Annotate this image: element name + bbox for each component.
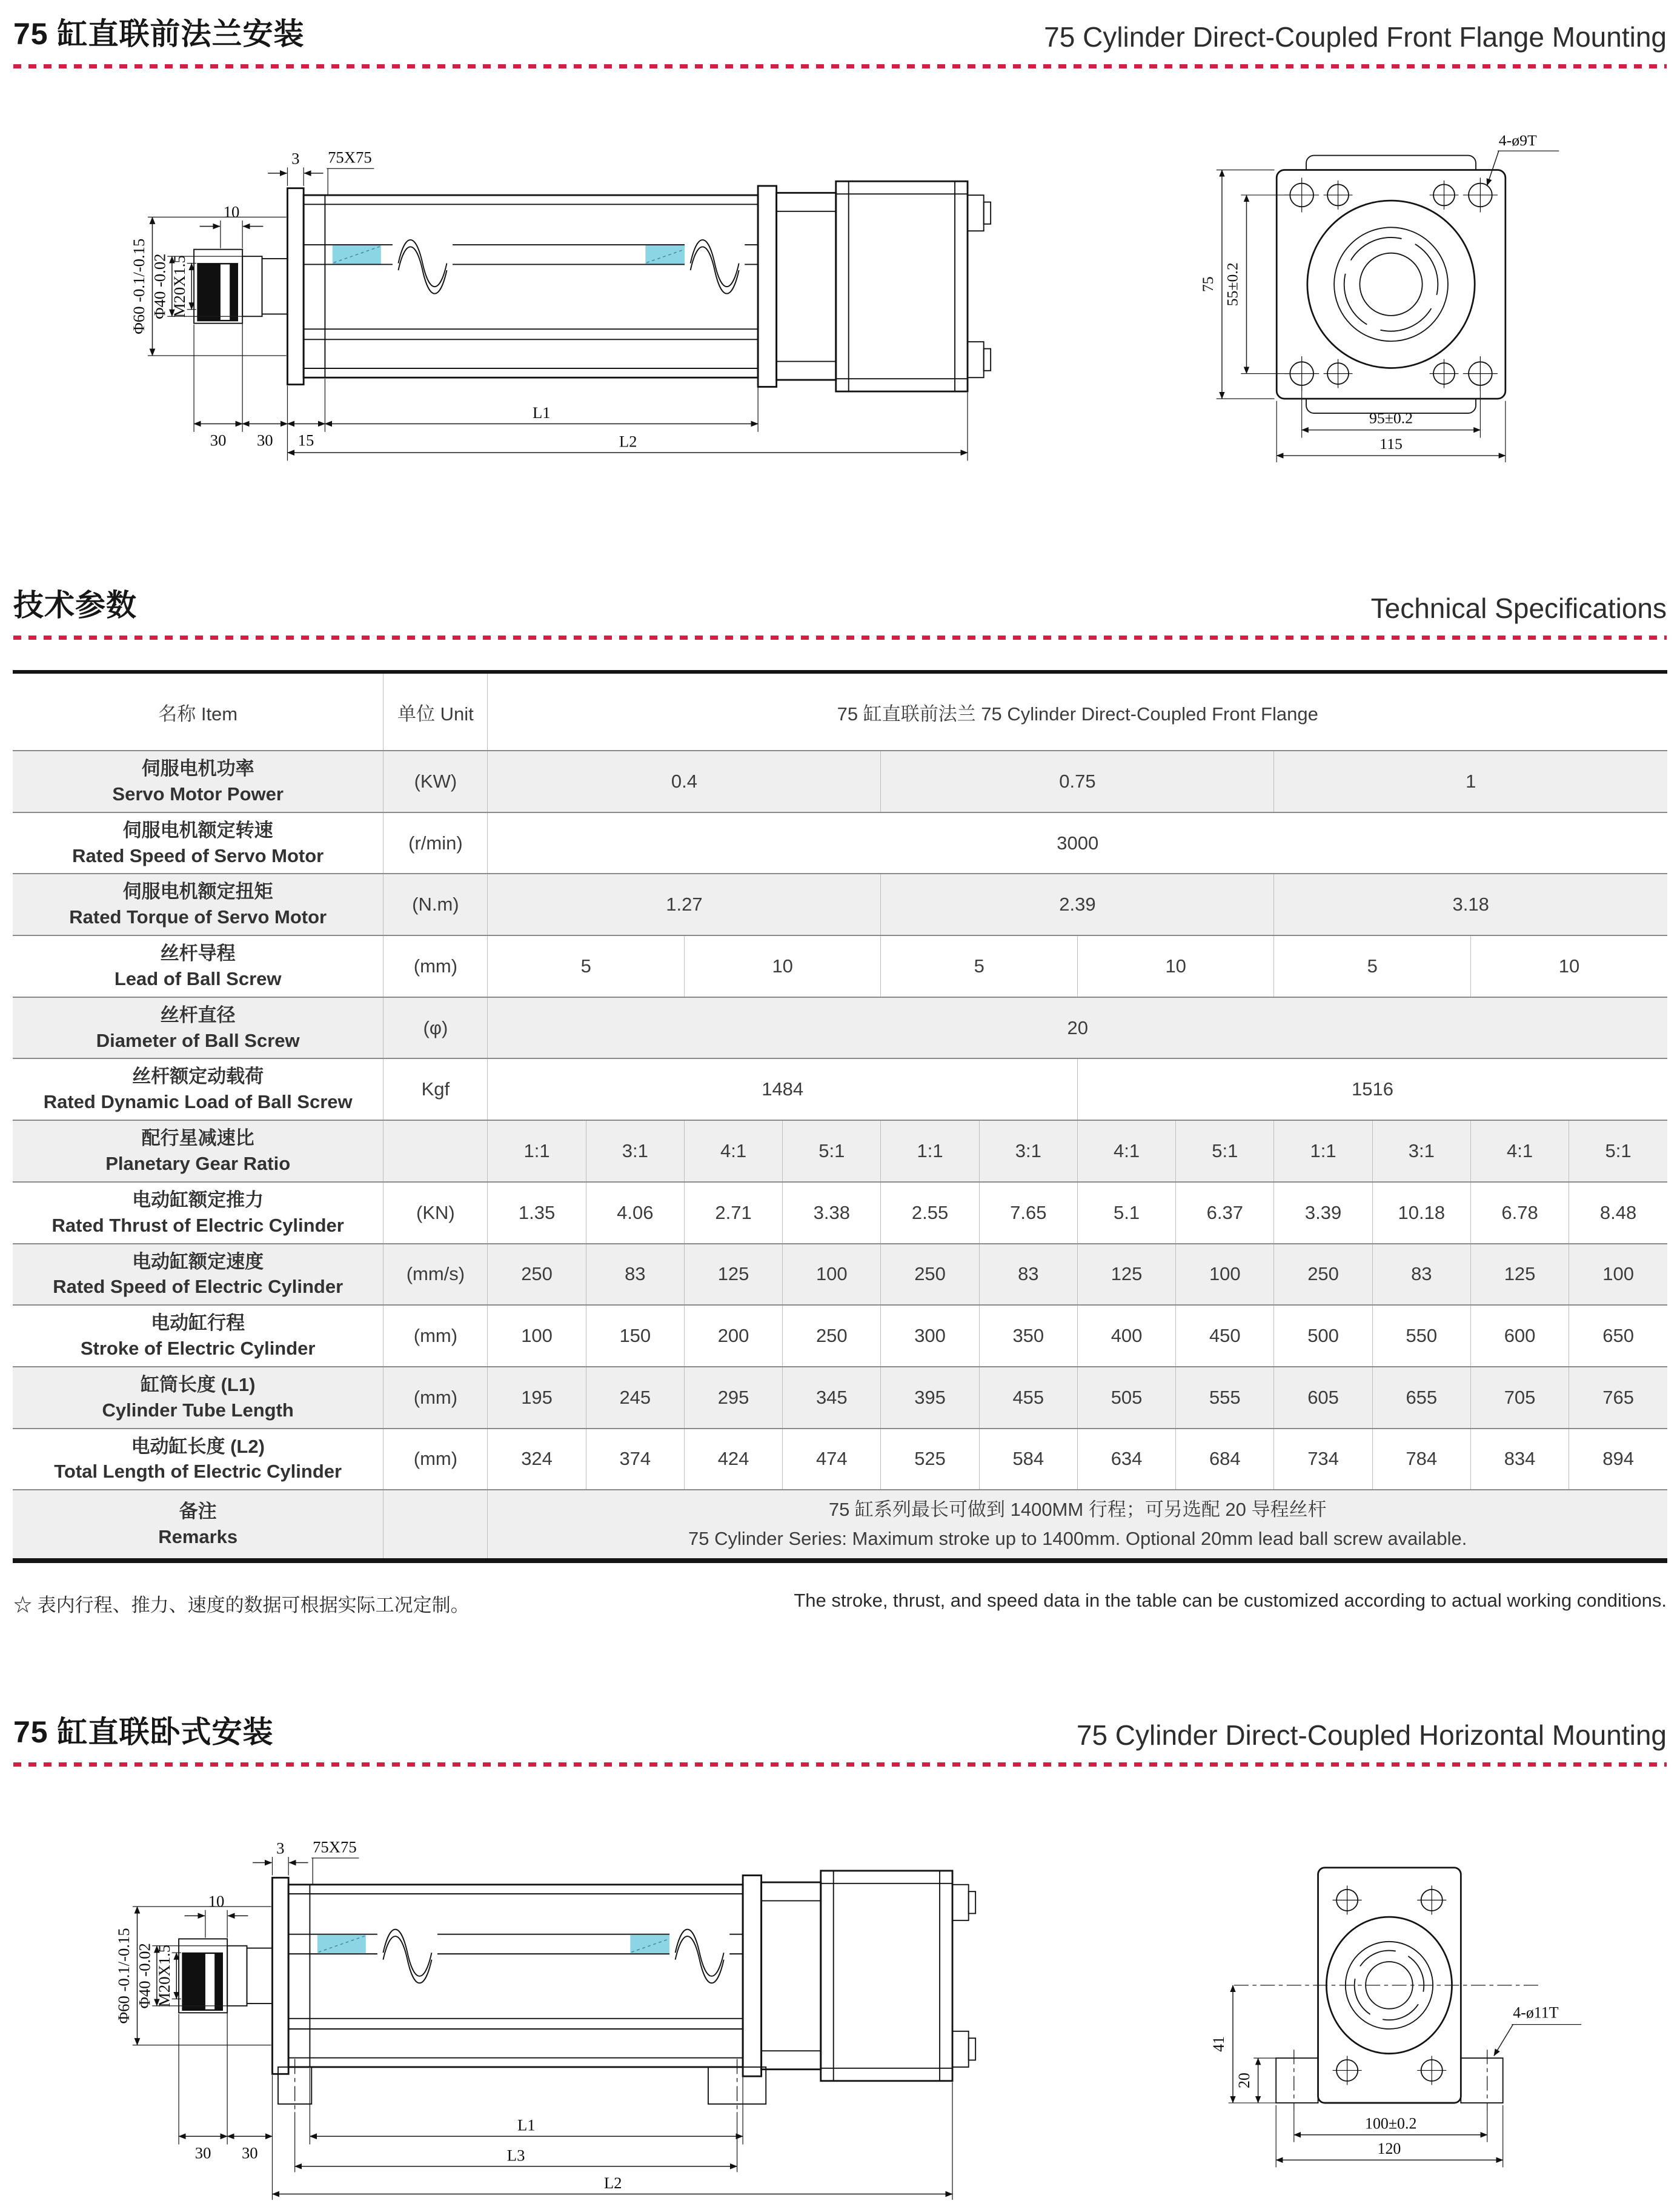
value-cell: 655 [1372, 1367, 1470, 1429]
dim-30b: 30 [241, 2143, 258, 2162]
section-horizontal-title-en: 75 Cylinder Direct-Coupled Horizontal Mounting [1076, 1719, 1667, 1751]
value-cell: 10 [1077, 935, 1274, 997]
value-cell: 100 [1176, 1244, 1274, 1306]
value-cell: 10 [684, 935, 881, 997]
column-header-product: 75 缸直联前法兰 75 Cylinder Direct-Coupled Front Flange [488, 672, 1667, 751]
row-unit: (mm/s) [383, 1244, 488, 1306]
row-item-name-en: Rated Speed of Servo Motor [72, 845, 324, 866]
value-cell: 2.71 [684, 1182, 782, 1244]
footnote-en: The stroke, thrust, and speed data in the table can be customized according to actual working conditions. [794, 1590, 1667, 1612]
section-flange-title-en: 75 Cylinder Direct-Coupled Front Flange Mounting [1044, 21, 1667, 53]
spec-table-header-row [13, 672, 1667, 751]
connector-bottom [952, 2031, 969, 2067]
dim-d60: Φ60 -0.1/-0.15 [130, 238, 148, 334]
row-item-name [13, 874, 383, 935]
spec-table-row [13, 935, 1667, 997]
value-cell: 345 [783, 1367, 881, 1429]
value-cell: 765 [1569, 1367, 1667, 1429]
dim-L1: L1 [517, 2116, 536, 2135]
dim-95: 95±0.2 [1369, 409, 1413, 427]
dim-L2: L2 [619, 432, 637, 451]
value-cell: 784 [1372, 1429, 1470, 1490]
row-unit: (mm) [383, 1305, 488, 1367]
spec-table-row [13, 1429, 1667, 1490]
section-specs-title-zh: 技术参数 [13, 588, 137, 622]
flange-side-view-drawing [97, 130, 1078, 471]
dim-30b: 30 [256, 431, 273, 450]
value-cell: 5 [881, 935, 1078, 997]
value-cell: 584 [979, 1429, 1077, 1490]
row-item-name-zh: 丝杆直径 [160, 1004, 236, 1026]
row-item-name-en: Lead of Ball Screw [114, 968, 282, 989]
dim-d40: Φ40 -0.02 [150, 253, 169, 319]
dim-30a: 30 [210, 431, 227, 450]
row-item-name [13, 1305, 383, 1367]
value-cell: 250 [488, 1244, 586, 1306]
row-unit: (mm) [383, 1367, 488, 1429]
row-item-name [13, 1120, 383, 1182]
row-item-name [13, 997, 383, 1059]
row-item-name-zh: 伺服电机额定扭矩 [122, 881, 273, 903]
value-cell: 100 [1569, 1244, 1667, 1306]
cylinder-body [304, 195, 758, 377]
row-item-name-zh: 配行星减速比 [141, 1127, 254, 1149]
row-item-name [13, 935, 383, 997]
connector-bottom [968, 342, 984, 377]
dim-55: 55±0.2 [1223, 262, 1241, 307]
row-item-name [13, 812, 383, 874]
row-item-name-en: Rated Speed of Electric Cylinder [53, 1276, 344, 1298]
row-item-name-zh: 电动缸长度 (L2) [131, 1435, 265, 1457]
value-cell: 300 [881, 1305, 979, 1367]
value-cell: 7.65 [979, 1182, 1077, 1244]
row-unit: (mm) [383, 935, 488, 997]
value-cell: 20 [488, 997, 1667, 1059]
row-item-name-zh: 电动缸行程 [151, 1312, 245, 1334]
row-item-name-zh: 伺服电机功率 [141, 758, 254, 779]
section-flange-header [0, 0, 1680, 53]
value-cell: 3.18 [1274, 874, 1667, 935]
motor-assembly [743, 1871, 975, 2081]
horizontal-front-view-drawing [1150, 1828, 1598, 2193]
value-cell: 3:1 [586, 1120, 684, 1182]
value-cell: 100 [488, 1305, 586, 1367]
connector-top [968, 195, 984, 231]
row-item-name-zh: 缸筒长度 (L1) [140, 1373, 256, 1395]
value-cell: 4.06 [586, 1182, 684, 1244]
dim-holes-label: 4-ø9T [1498, 131, 1537, 149]
dim-L3: L3 [506, 2146, 525, 2165]
row-item-name-en: Servo Motor Power [112, 783, 284, 805]
row-item-name [13, 1244, 383, 1306]
dim-holes-label: 4-ø11T [1513, 2003, 1559, 2022]
spec-table-row [13, 1305, 1667, 1367]
row-item-name [13, 1490, 383, 1561]
value-cell: 0.75 [881, 751, 1274, 812]
value-cell: 200 [684, 1305, 782, 1367]
spec-table-row [13, 1058, 1667, 1120]
value-cell: 6.37 [1176, 1182, 1274, 1244]
value-cell: 350 [979, 1305, 1077, 1367]
value-cell: 5 [1274, 935, 1471, 997]
value-cell: 250 [881, 1244, 979, 1306]
value-cell: 3:1 [979, 1120, 1077, 1182]
row-unit: (N.m) [383, 874, 488, 935]
spec-table-row [13, 812, 1667, 874]
value-cell: 650 [1569, 1305, 1667, 1367]
value-cell: 100 [783, 1244, 881, 1306]
dim-L1: L1 [532, 403, 551, 422]
value-cell: 525 [881, 1429, 979, 1490]
dim-d40: Φ40 -0.02 [135, 1943, 154, 2009]
table-footnote [0, 1590, 1680, 1617]
flange-front-view-drawing [1165, 122, 1589, 479]
row-item-name [13, 1429, 383, 1490]
row-item-name-en: Stroke of Electric Cylinder [80, 1338, 316, 1359]
value-cell: 125 [684, 1244, 782, 1306]
connector-top [952, 1885, 969, 1920]
dim-20: 20 [1235, 2073, 1253, 2089]
value-cell: 600 [1470, 1305, 1569, 1367]
flange-plate [1277, 156, 1506, 414]
row-item-name [13, 751, 383, 812]
value-cell: 605 [1274, 1367, 1372, 1429]
value-cell: 2.55 [881, 1182, 979, 1244]
dim-120: 120 [1377, 2140, 1401, 2158]
cylinder-body [288, 1885, 743, 2067]
dim-41: 41 [1210, 2036, 1228, 2053]
spec-table-row [13, 1244, 1667, 1306]
row-item-name-en: Remarks [158, 1526, 238, 1548]
front-flange-plate [272, 1878, 288, 2074]
value-cell: 3:1 [1372, 1120, 1470, 1182]
value-cell: 125 [1470, 1244, 1569, 1306]
dim-d60: Φ60 -0.1/-0.15 [115, 1928, 133, 2024]
row-unit: (mm) [383, 1429, 488, 1490]
value-cell: 4:1 [1470, 1120, 1569, 1182]
value-cell: 83 [586, 1244, 684, 1306]
row-unit: (r/min) [383, 812, 488, 874]
remarks-line: 75 缸系列最长可做到 1400MM 行程；可另选配 20 导程丝杆 [828, 1499, 1327, 1521]
value-cell: 834 [1470, 1429, 1569, 1490]
value-cell: 455 [979, 1367, 1077, 1429]
horizontal-drawings-row [0, 1820, 1680, 2201]
value-cell: 195 [488, 1367, 586, 1429]
value-cell: 10.18 [1372, 1182, 1470, 1244]
value-cell: 424 [684, 1429, 782, 1490]
value-cell: 2.39 [881, 874, 1274, 935]
row-item-name-zh: 丝杆导程 [160, 943, 236, 964]
value-cell: 250 [1274, 1244, 1372, 1306]
value-cell: 295 [684, 1367, 782, 1429]
dim-75x75: 75X75 [313, 1837, 357, 1856]
front-flange-plate [287, 188, 304, 384]
value-cell: 5:1 [1176, 1120, 1274, 1182]
row-unit: Kgf [383, 1058, 488, 1120]
value-cell: 1516 [1077, 1058, 1667, 1120]
value-cell: 4:1 [684, 1120, 782, 1182]
row-item-name-zh: 电动缸额定推力 [132, 1189, 264, 1210]
row-unit: (φ) [383, 997, 488, 1059]
value-cell: 324 [488, 1429, 586, 1490]
row-item-name-en: Planetary Gear Ratio [105, 1152, 291, 1174]
dim-10: 10 [208, 1892, 225, 1911]
value-cell: 395 [881, 1367, 979, 1429]
footnote-zh: ☆ 表内行程、推力、速度的数据可根据实际工况定制。 [13, 1595, 470, 1616]
value-cell: 634 [1077, 1429, 1175, 1490]
value-cell: 1.27 [488, 874, 881, 935]
value-cell: 5:1 [783, 1120, 881, 1182]
spec-table-row [13, 1367, 1667, 1429]
spec-table-row [13, 1182, 1667, 1244]
dashed-divider [13, 64, 1667, 68]
row-item-name [13, 1058, 383, 1120]
value-cell: 1.35 [488, 1182, 586, 1244]
value-cell: 3.38 [783, 1182, 881, 1244]
dim-75x75: 75X75 [328, 148, 372, 167]
column-header-unit: 单位 Unit [383, 672, 488, 751]
dashed-divider [13, 636, 1667, 640]
row-item-name-zh: 伺服电机额定转速 [122, 819, 273, 841]
value-cell: 150 [586, 1305, 684, 1367]
value-cell: 5 [488, 935, 685, 997]
rod-end [179, 1939, 272, 2013]
dim-3: 3 [276, 1839, 285, 1857]
row-item-name-en: Cylinder Tube Length [102, 1399, 294, 1421]
spec-table-row [13, 997, 1667, 1059]
column-header-item: 名称 Item [13, 672, 383, 751]
value-cell: 1:1 [488, 1120, 586, 1182]
dim-100: 100±0.2 [1365, 2114, 1417, 2133]
spec-table-row [13, 1490, 1667, 1561]
dim-75: 75 [1199, 276, 1217, 293]
value-cell: 374 [586, 1429, 684, 1490]
row-item-name-en: Total Length of Electric Cylinder [54, 1461, 342, 1482]
value-cell: 4:1 [1077, 1120, 1175, 1182]
spec-table-row [13, 751, 1667, 812]
value-cell: 1484 [488, 1058, 1078, 1120]
row-item-name-en: Rated Torque of Servo Motor [69, 906, 327, 928]
spec-table-body [13, 672, 1667, 1561]
value-cell: 684 [1176, 1429, 1274, 1490]
value-cell: 3.39 [1274, 1182, 1372, 1244]
value-cell: 83 [1372, 1244, 1470, 1306]
row-unit: (KW) [383, 751, 488, 812]
value-cell: 550 [1372, 1305, 1470, 1367]
value-cell: 505 [1077, 1367, 1175, 1429]
rod-end [194, 249, 287, 323]
spec-table-row [13, 874, 1667, 935]
dim-thread: M20X1.5 [170, 254, 188, 317]
value-cell: 250 [783, 1305, 881, 1367]
section-horizontal-title-zh: 75 缸直联卧式安装 [13, 1715, 274, 1750]
value-cell: 5:1 [1569, 1120, 1667, 1182]
value-cell: 1 [1274, 751, 1667, 812]
value-cell: 500 [1274, 1305, 1372, 1367]
value-cell: 705 [1470, 1367, 1569, 1429]
value-cell: 1:1 [881, 1120, 979, 1182]
horizontal-side-view-drawing [82, 1820, 1063, 2201]
row-item-name-zh: 电动缸额定速度 [132, 1250, 264, 1272]
dashed-divider [13, 1762, 1667, 1767]
row-unit: (KN) [383, 1182, 488, 1244]
dim-10: 10 [223, 202, 240, 221]
row-item-name-en: Rated Thrust of Electric Cylinder [51, 1214, 344, 1236]
dim-15: 15 [297, 431, 314, 450]
dim-thread: M20X1.5 [154, 1945, 173, 2008]
remarks-line: 75 Cylinder Series: Maximum stroke up to 1400mm. Optional 20mm lead ball screw available. [688, 1528, 1467, 1550]
value-cell: 0.4 [488, 751, 881, 812]
value-cell: 245 [586, 1367, 684, 1429]
value-cell: 10 [1470, 935, 1667, 997]
section-specs-header [0, 581, 1680, 625]
value-cell: 734 [1274, 1429, 1372, 1490]
row-unit [383, 1490, 488, 1561]
row-item-name-zh: 备注 [179, 1501, 217, 1522]
dim-3: 3 [291, 149, 300, 168]
value-cell: 83 [979, 1244, 1077, 1306]
remarks-cell [488, 1490, 1667, 1561]
value-cell: 3000 [488, 812, 1667, 874]
row-item-name-en: Rated Dynamic Load of Ball Screw [43, 1091, 353, 1113]
dim-115: 115 [1380, 435, 1403, 453]
value-cell: 555 [1176, 1367, 1274, 1429]
value-cell: 5.1 [1077, 1182, 1175, 1244]
motor-assembly [758, 181, 991, 391]
value-cell: 8.48 [1569, 1182, 1667, 1244]
value-cell: 125 [1077, 1244, 1175, 1306]
row-item-name [13, 1367, 383, 1429]
row-unit [383, 1120, 488, 1182]
spec-table [13, 670, 1667, 1563]
value-cell: 450 [1176, 1305, 1274, 1367]
row-item-name [13, 1182, 383, 1244]
value-cell: 1:1 [1274, 1120, 1372, 1182]
section-specs-title-en: Technical Specifications [1370, 593, 1667, 624]
value-cell: 6.78 [1470, 1182, 1569, 1244]
row-item-name-en: Diameter of Ball Screw [96, 1029, 300, 1051]
section-horizontal-header [0, 1708, 1680, 1751]
spec-table-row [13, 1120, 1667, 1182]
dim-30a: 30 [194, 2143, 211, 2162]
value-cell: 894 [1569, 1429, 1667, 1490]
row-item-name-zh: 丝杆额定动载荷 [132, 1066, 264, 1087]
flange-drawings-row [0, 122, 1680, 479]
value-cell: 474 [783, 1429, 881, 1490]
dim-L2: L2 [603, 2174, 622, 2193]
value-cell: 400 [1077, 1305, 1175, 1367]
section-flange-title-zh: 75 缸直联前法兰安装 [13, 17, 305, 51]
